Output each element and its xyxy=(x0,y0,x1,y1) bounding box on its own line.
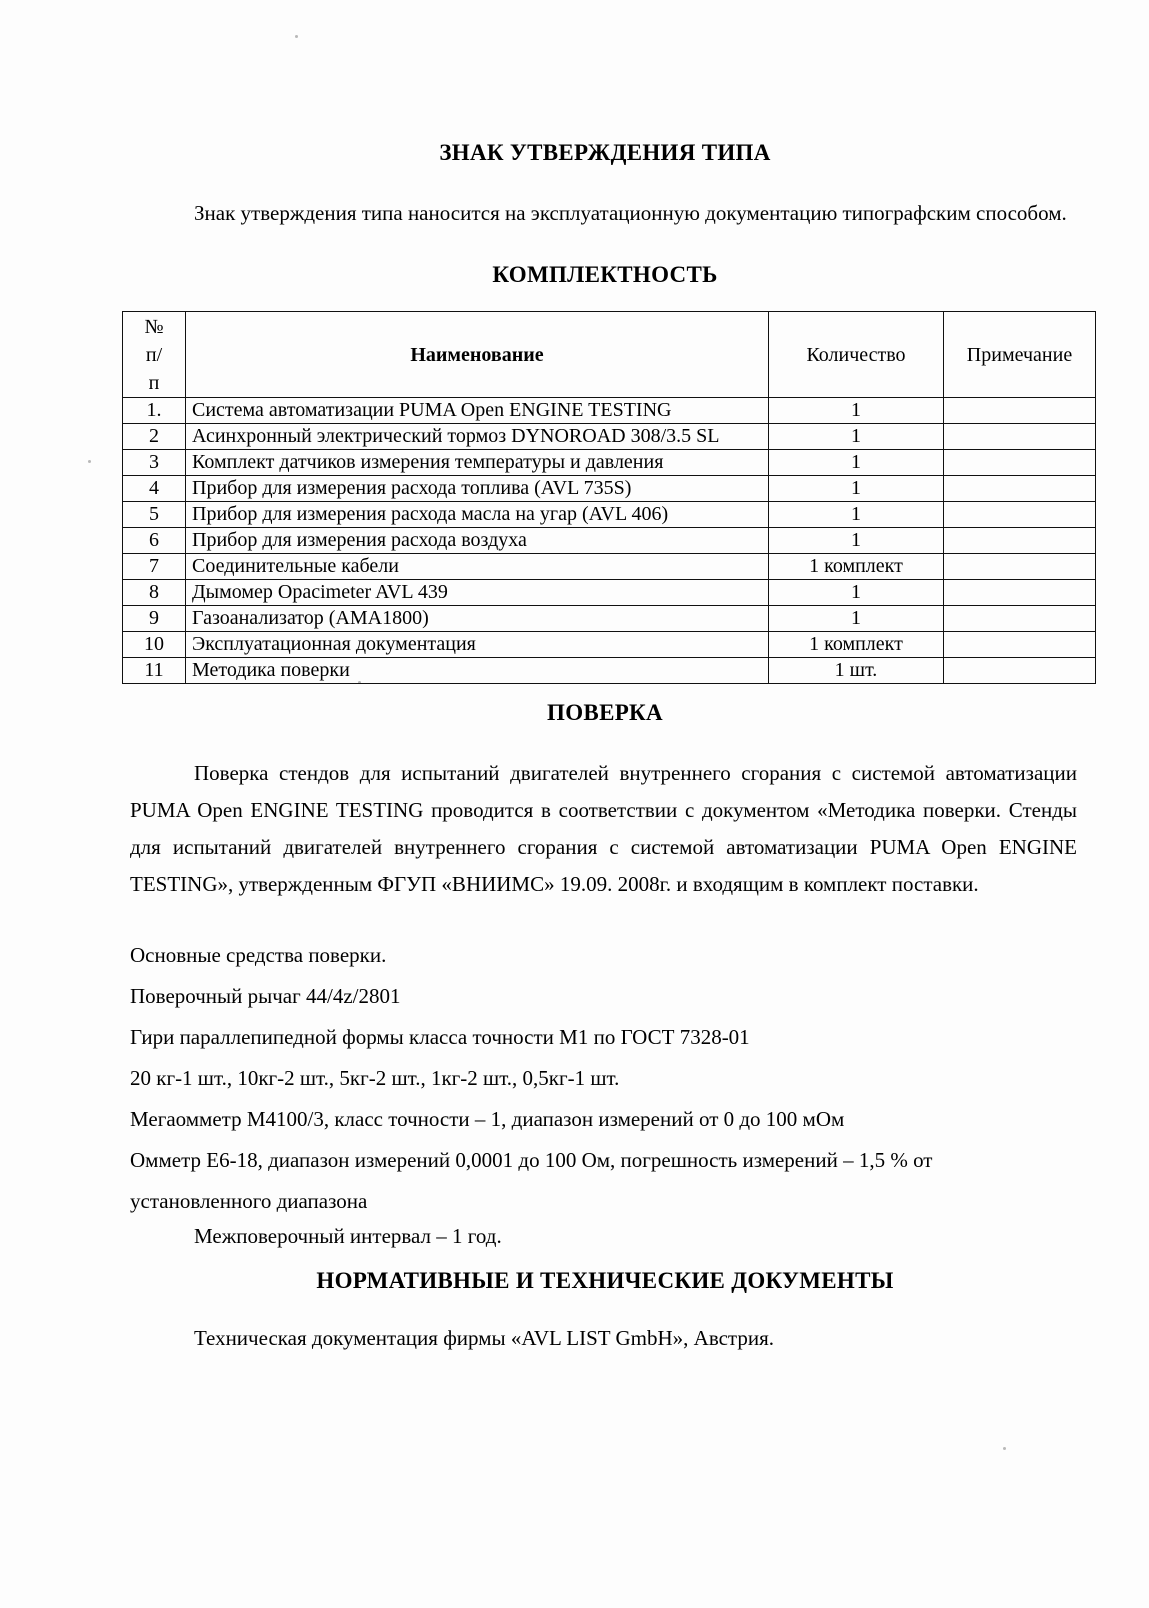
row-number: 8 xyxy=(123,580,186,606)
verification-means-line: Мегаомметр М4100/3, класс точности – 1, диапазон измерений от 0 до 100 мОм xyxy=(130,1107,845,1131)
verification-means-line: Поверочный рычаг 44/4z/2801 xyxy=(130,984,401,1008)
normative-heading: НОРМАТИВНЫЕ И ТЕХНИЧЕСКИЕ ДОКУМЕНТЫ xyxy=(316,1268,894,1293)
row-note xyxy=(944,424,1096,450)
row-item-name: Прибор для измерения расхода топлива (AVL 735S) xyxy=(186,476,769,502)
column-header-number-line1: № xyxy=(144,315,164,338)
row-note xyxy=(944,528,1096,554)
verification-means-line: Гири параллепипедной формы класса точности М1 по ГОСТ 7328-01 xyxy=(130,1025,750,1049)
verification-paragraph: Поверка стендов для испытаний двигателей внутреннего сгорания с системой автоматизации PUMA Open ENGINE TESTING проводится в соответствии с документом «Методика поверки. Стенды для испытаний двигателей внутреннего сгорания с системой автоматизации PUMA Open ENGINE TESTING», утвержденным ФГУП «ВНИИМС» 19.09. 2008г. и входящим в комплект поставки. xyxy=(130,761,1077,896)
row-number: 4 xyxy=(123,476,186,502)
row-number: 9 xyxy=(123,606,186,632)
completeness-table-container xyxy=(122,311,1096,684)
row-quantity: 1 xyxy=(769,450,944,476)
column-header-note: Примечание xyxy=(944,312,1096,398)
row-item-name: Газоанализатор (AMA1800) xyxy=(186,606,769,632)
row-quantity: 1 xyxy=(769,606,944,632)
normative-heading-container xyxy=(130,1268,1080,1294)
table-header xyxy=(123,312,1096,398)
row-number: 6 xyxy=(123,528,186,554)
table-body xyxy=(123,398,1096,684)
row-item-name: Комплект датчиков измерения температуры и давления xyxy=(186,450,769,476)
table-row xyxy=(123,424,1096,450)
row-number: 11 xyxy=(123,658,186,684)
completeness-heading-container xyxy=(130,262,1080,288)
row-note xyxy=(944,554,1096,580)
row-item-name: Асинхронный электрический тормоз DYNOROAD 308/3.5 SL xyxy=(186,424,769,450)
scan-speck xyxy=(295,35,298,38)
row-quantity: 1 xyxy=(769,502,944,528)
table-row xyxy=(123,658,1096,684)
column-header-number-line3: п xyxy=(148,371,160,394)
row-note xyxy=(944,398,1096,424)
verification-means-container xyxy=(130,935,1077,1222)
row-item-name: Методика поверки xyxy=(186,658,769,684)
row-number: 2 xyxy=(123,424,186,450)
row-quantity: 1 комплект xyxy=(769,554,944,580)
row-quantity: 1 xyxy=(769,476,944,502)
table-row xyxy=(123,476,1096,502)
approval-mark-paragraph: Знак утверждения типа наносится на эксплуатационную документацию типографским способом. xyxy=(194,201,1067,225)
completeness-heading: КОМПЛЕКТНОСТЬ xyxy=(492,262,718,287)
normative-paragraph-container xyxy=(130,1320,1077,1357)
table-row xyxy=(123,398,1096,424)
column-header-name: Наименование xyxy=(186,312,769,398)
row-item-name: Прибор для измерения расхода воздуха xyxy=(186,528,769,554)
column-header-number xyxy=(123,312,186,398)
row-quantity: 1 шт. xyxy=(769,658,944,684)
completeness-table xyxy=(122,311,1096,684)
scan-speck xyxy=(88,460,91,463)
interval-paragraph-container xyxy=(130,1218,1077,1255)
row-quantity: 1 xyxy=(769,424,944,450)
row-item-name: Дымомер Opacimeter AVL 439 xyxy=(186,580,769,606)
column-header-quantity: Количество xyxy=(769,312,944,398)
approval-mark-heading-container xyxy=(130,140,1080,166)
row-number: 3 xyxy=(123,450,186,476)
row-item-name: Эксплуатационная документация xyxy=(186,632,769,658)
normative-paragraph: Техническая документация фирмы «AVL LIST GmbH», Австрия. xyxy=(194,1326,775,1350)
table-row xyxy=(123,450,1096,476)
approval-mark-heading: ЗНАК УТВЕРЖДЕНИЯ ТИПА xyxy=(439,140,771,165)
row-item-name: Соединительные кабели xyxy=(186,554,769,580)
row-quantity: 1 комплект xyxy=(769,632,944,658)
table-row xyxy=(123,580,1096,606)
column-header-number-line2: п/ xyxy=(145,343,163,366)
row-note xyxy=(944,476,1096,502)
verification-means-line: 20 кг-1 шт., 10кг-2 шт., 5кг-2 шт., 1кг-2 шт., 0,5кг-1 шт. xyxy=(130,1066,620,1090)
row-item-name: Система автоматизации PUMA Open ENGINE TESTING xyxy=(186,398,769,424)
verification-means-list xyxy=(130,935,1077,1140)
row-quantity: 1 xyxy=(769,580,944,606)
table-row xyxy=(123,606,1096,632)
row-note xyxy=(944,606,1096,632)
table-row xyxy=(123,554,1096,580)
verification-paragraph-container xyxy=(130,755,1077,903)
table-row xyxy=(123,502,1096,528)
interval-paragraph: Межповерочный интервал – 1 год. xyxy=(194,1224,502,1248)
verification-heading-container xyxy=(130,700,1080,726)
row-number: 7 xyxy=(123,554,186,580)
row-note xyxy=(944,580,1096,606)
row-item-name: Прибор для измерения расхода масла на угар (AVL 406) xyxy=(186,502,769,528)
row-note xyxy=(944,632,1096,658)
table-header-row xyxy=(123,312,1096,398)
table-row xyxy=(123,632,1096,658)
verification-means-line: Основные средства поверки. xyxy=(130,943,387,967)
row-quantity: 1 xyxy=(769,398,944,424)
row-note xyxy=(944,502,1096,528)
row-note xyxy=(944,658,1096,684)
approval-mark-paragraph-container xyxy=(130,195,1077,232)
verification-heading: ПОВЕРКА xyxy=(547,700,663,725)
scan-speck xyxy=(1003,1447,1006,1450)
table-row xyxy=(123,528,1096,554)
row-number: 10 xyxy=(123,632,186,658)
row-number: 1. xyxy=(123,398,186,424)
row-note xyxy=(944,450,1096,476)
row-number: 5 xyxy=(123,502,186,528)
row-quantity: 1 xyxy=(769,528,944,554)
ohmmeter-paragraph: Омметр Е6-18, диапазон измерений 0,0001 до 100 Ом, погрешность измерений – 1,5 % от установленного диапазона xyxy=(130,1148,933,1213)
